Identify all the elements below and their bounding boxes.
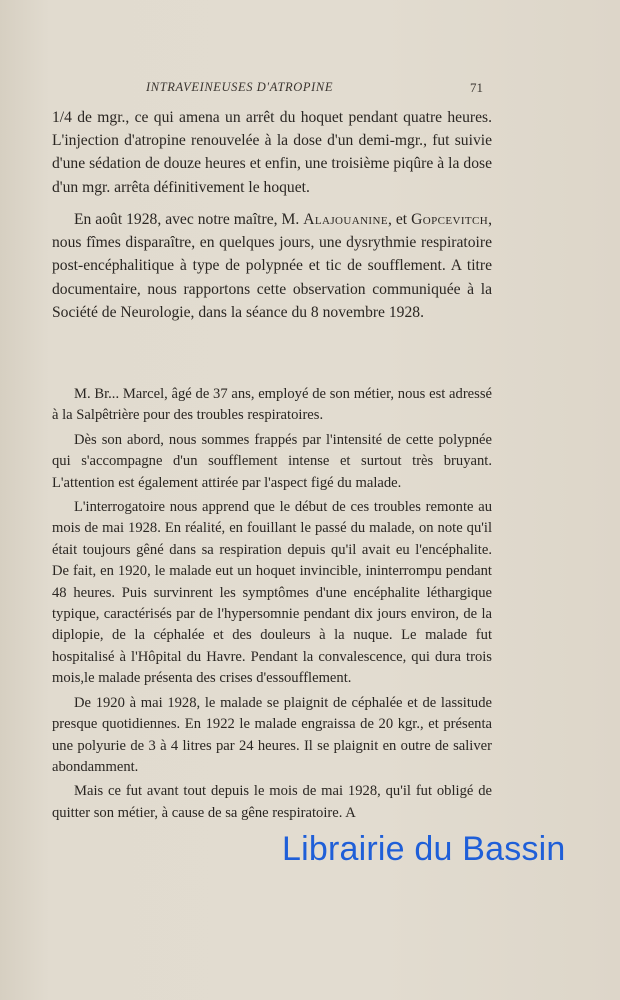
running-head: INTRAVEINEUSES D'ATROPINE: [146, 80, 334, 94]
observation-history: L'interrogatoire nous apprend que le début de ces troubles remonte au mois de mai 1928. En réalité, en fouillant le passé du malade, on note qu'il était toujours gêné dans sa respiration depuis qu'il avait eu l'encéphalite. De fait, en 1920, le malade eut un hoquet invincible, ininterrompu pendant 48 heures. Puis survinrent les symptômes d'une encéphalite léthargique typique, caractérisés par de l'hypersomnie pendant dix jours environ, de la diplopie, de la céphalée et des douleurs à la nuque. Le malade fut hospitalisé à l'Hôpital du Havre. Pendant la convalescence, qui dura trois mois,le malade présenta des crises d'essoufflement.: [52, 499, 492, 687]
text-fragment: , et: [387, 211, 412, 228]
watermark-text: Librairie du Bassin: [282, 830, 566, 868]
paragraph-atropine-dose: 1/4 de mgr., ce qui amena un arrêt du hoquet pendant quatre heures. L'injection d'atropine renouvelée à la dose d'un demi-mgr., fut suivie d'une sédation de douze heures et enfin, une troisième piqûre à la dose d'un mgr. arrêta définitivement le hoquet.: [52, 109, 492, 196]
author-name-alajouanine: Alajouanine: [303, 211, 388, 228]
author-name-gopcevitch: Gopcevitch: [411, 211, 489, 228]
observation-may-1928: Mais ce fut avant tout depuis le mois de mai 1928, qu'il fut obligé de quitter son métier, à cause de sa gêne respiratoire. A: [52, 783, 492, 821]
observation-1920-1928: De 1920 à mai 1928, le malade se plaignit de céphalée et de lassitude presque quotidiennes. En 1922 le malade engraissa de 20 kgr., et présenta une polyurie de 3 à 4 litres par 24 heures. Il se plaignit en outre de saliver abondamment.: [52, 694, 492, 775]
observation-section: [52, 384, 492, 824]
page-number: 71: [470, 80, 483, 95]
paragraph-continued: [52, 106, 492, 199]
observation-patient-intro: M. Br... Marcel, âgé de 37 ans, employé de son métier, nous est adressé à la Salpêtrière pour des troubles respiratoires.: [52, 386, 492, 424]
observation-first-impression: Dès son abord, nous sommes frappés par l'intensité de cette polypnée qui s'accompagne d'un soufflement intense et surtout très bruyant. L'attention est également attirée par l'aspect figé du malade.: [52, 431, 492, 491]
text-fragment: En août 1928, avec notre maître, M.: [74, 211, 304, 228]
paragraph-august-1928: [52, 208, 492, 324]
text-fragment: , nous fîmes disparaître, en quelques jours, une dysrythmie respiratoire post-encéphalitique à type de polypnée et tic de soufflement. A titre documentaire, nous rapportons cette observation communiquée à la Société de Neurologie, dans la séance du 8 novembre 1928.: [52, 211, 492, 321]
paragraph-case-intro: [52, 208, 492, 324]
